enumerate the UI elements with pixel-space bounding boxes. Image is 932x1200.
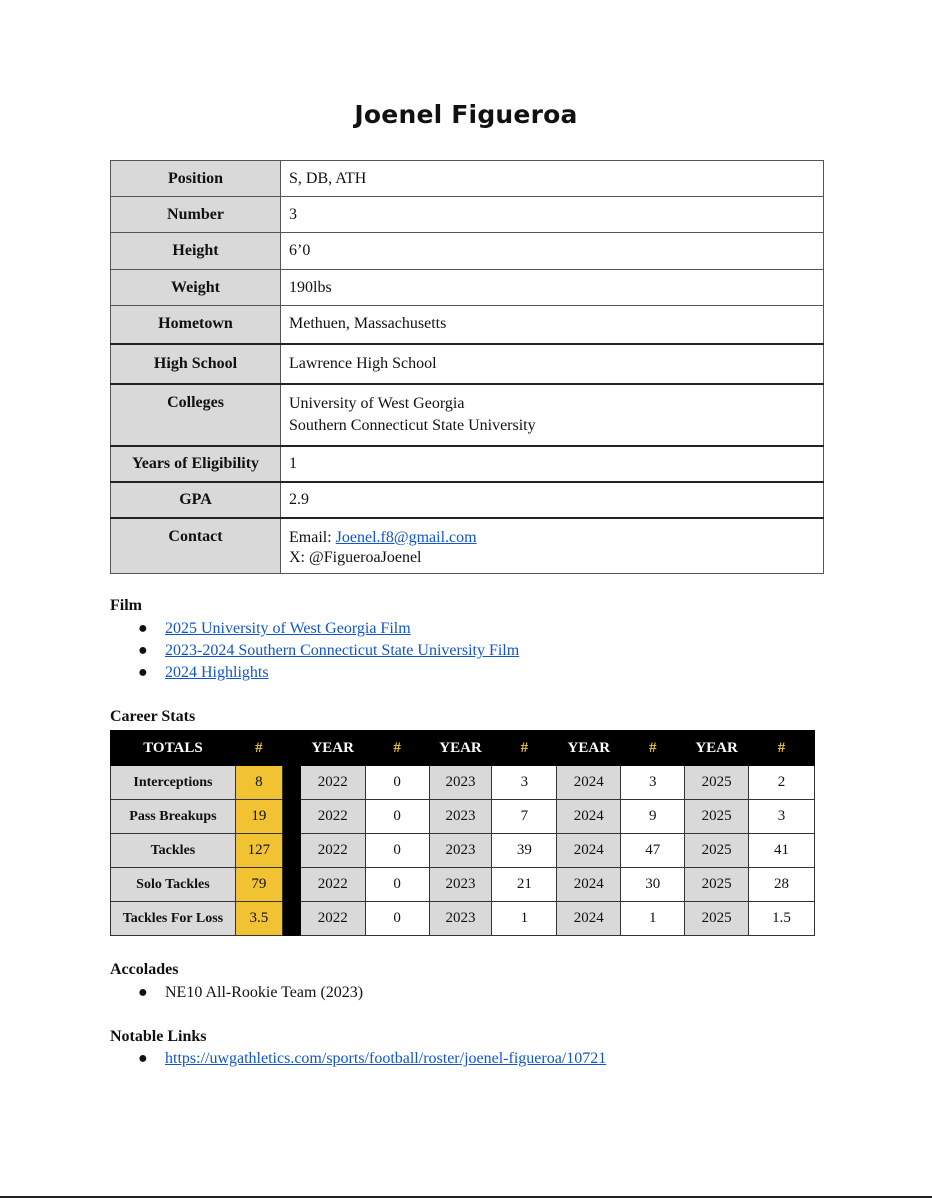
profile-row-weight <box>111 270 824 306</box>
profile-row-gpa <box>111 482 824 518</box>
career-stats-title: Career Stats <box>110 708 196 725</box>
colleges-label: Colleges <box>111 384 281 446</box>
list-item <box>138 662 519 684</box>
position-value: S, DB, ATH <box>281 161 824 197</box>
stat-gap <box>282 868 300 902</box>
stat-label: Interceptions <box>111 766 236 800</box>
stat-year: 2023 <box>429 800 492 834</box>
profile-row-number <box>111 197 824 233</box>
profile-table <box>110 160 824 574</box>
stat-total: 79 <box>235 868 282 902</box>
profile-row-contact <box>111 518 824 574</box>
stat-value: 9 <box>621 800 685 834</box>
film-link-scsu-2023-2024[interactable]: 2023-2024 Southern Connecticut State University Film <box>165 642 520 659</box>
stat-value: 1 <box>492 902 557 936</box>
stat-gap <box>282 800 300 834</box>
film-section-title: Film <box>110 597 142 614</box>
email-link[interactable]: Joenel.f8@gmail.com <box>335 528 477 546</box>
bullet-icon: ● <box>138 1050 148 1067</box>
college-item: Southern Connecticut State University <box>289 416 536 434</box>
profile-row-eligibility <box>111 446 824 482</box>
weight-value: 190lbs <box>281 270 824 306</box>
number-label: Number <box>111 197 281 233</box>
stat-value: 7 <box>492 800 557 834</box>
header-count: # <box>365 731 429 766</box>
stat-year: 2025 <box>685 902 749 936</box>
stat-year: 2025 <box>685 766 749 800</box>
hometown-value: Methuen, Massachusetts <box>281 306 824 344</box>
bullet-icon: ● <box>138 620 148 637</box>
stat-total: 8 <box>235 766 282 800</box>
stat-total: 3.5 <box>235 902 282 936</box>
profile-row-position <box>111 161 824 197</box>
profile-row-hometown <box>111 306 824 344</box>
profile-row-colleges <box>111 384 824 446</box>
eligibility-label: Years of Eligibility <box>111 446 281 482</box>
stat-label: Pass Breakups <box>111 800 236 834</box>
stat-total: 19 <box>235 800 282 834</box>
stat-value: 3 <box>492 766 557 800</box>
profile-row-high-school <box>111 344 824 384</box>
bullet-icon: ● <box>138 642 148 659</box>
stat-year: 2025 <box>685 834 749 868</box>
contact-label: Contact <box>111 518 281 574</box>
stat-value: 30 <box>621 868 685 902</box>
eligibility-value: 1 <box>281 446 824 482</box>
stat-year: 2024 <box>557 800 621 834</box>
film-link-highlights-2024[interactable]: 2024 Highlights <box>165 664 269 681</box>
high-school-label: High School <box>111 344 281 384</box>
bullet-icon: ● <box>138 984 148 1001</box>
stat-year: 2024 <box>557 868 621 902</box>
page-title: Joenel Figueroa <box>354 100 578 129</box>
height-label: Height <box>111 233 281 270</box>
stat-value: 0 <box>365 868 429 902</box>
height-value: 6’0 <box>281 233 824 270</box>
header-year: YEAR <box>557 731 621 766</box>
stat-year: 2023 <box>429 834 492 868</box>
stat-total: 127 <box>235 834 282 868</box>
stat-year: 2023 <box>429 902 492 936</box>
stat-value: 0 <box>365 902 429 936</box>
stat-value: 1.5 <box>749 902 815 936</box>
accolade-text: NE10 All-Rookie Team (2023) <box>165 984 364 1001</box>
weight-label: Weight <box>111 270 281 306</box>
stat-label: Solo Tackles <box>111 868 236 902</box>
stats-header-row <box>111 731 815 766</box>
stat-value: 0 <box>365 766 429 800</box>
list-item <box>138 640 519 662</box>
stat-label: Tackles <box>111 834 236 868</box>
high-school-value: Lawrence High School <box>281 344 824 384</box>
gpa-label: GPA <box>111 482 281 518</box>
stat-value: 3 <box>621 766 685 800</box>
stat-gap <box>282 834 300 868</box>
header-year: YEAR <box>685 731 749 766</box>
stat-year: 2023 <box>429 766 492 800</box>
email-prefix: Email: <box>289 528 336 546</box>
stat-value: 41 <box>749 834 815 868</box>
contact-value <box>281 518 824 574</box>
table-row <box>111 868 815 902</box>
hometown-label: Hometown <box>111 306 281 344</box>
stat-gap <box>282 902 300 936</box>
stat-year: 2022 <box>300 902 365 936</box>
stat-year: 2023 <box>429 868 492 902</box>
header-count: # <box>492 731 557 766</box>
stat-value: 1 <box>621 902 685 936</box>
accolades-list <box>138 982 363 1004</box>
stat-value: 28 <box>749 868 815 902</box>
stat-value: 21 <box>492 868 557 902</box>
colleges-value <box>281 384 824 446</box>
email-line <box>289 528 815 548</box>
stat-year: 2025 <box>685 800 749 834</box>
number-value: 3 <box>281 197 824 233</box>
accolades-title: Accolades <box>110 961 179 978</box>
table-row <box>111 902 815 936</box>
notable-links-list <box>138 1048 606 1070</box>
gpa-value: 2.9 <box>281 482 824 518</box>
x-handle: X: @FigueroaJoenel <box>289 548 422 566</box>
roster-link[interactable]: https://uwgathletics.com/sports/football/roster/joenel-figueroa/10721 <box>165 1050 607 1067</box>
stat-label: Tackles For Loss <box>111 902 236 936</box>
film-link-uwg-2025[interactable]: 2025 University of West Georgia Film <box>165 620 411 637</box>
list-item <box>138 1048 606 1070</box>
header-gap <box>282 731 300 766</box>
list-item <box>138 982 363 1004</box>
position-label: Position <box>111 161 281 197</box>
college-item: University of West Georgia <box>289 394 465 412</box>
stat-year: 2025 <box>685 868 749 902</box>
stat-value: 3 <box>749 800 815 834</box>
page-bottom-divider <box>0 1196 932 1198</box>
stat-year: 2022 <box>300 766 365 800</box>
header-count: # <box>749 731 815 766</box>
table-row <box>111 766 815 800</box>
header-year: YEAR <box>300 731 365 766</box>
stat-value: 2 <box>749 766 815 800</box>
header-total-count: # <box>235 731 282 766</box>
stat-gap <box>282 766 300 800</box>
table-row <box>111 800 815 834</box>
career-stats-table <box>110 730 815 936</box>
stat-year: 2022 <box>300 834 365 868</box>
table-row <box>111 834 815 868</box>
header-count: # <box>621 731 685 766</box>
notable-links-title: Notable Links <box>110 1028 207 1045</box>
profile-row-height <box>111 233 824 270</box>
header-year: YEAR <box>429 731 492 766</box>
stat-year: 2024 <box>557 902 621 936</box>
stat-value: 47 <box>621 834 685 868</box>
stat-value: 0 <box>365 834 429 868</box>
stat-year: 2024 <box>557 766 621 800</box>
stat-value: 0 <box>365 800 429 834</box>
stat-year: 2022 <box>300 800 365 834</box>
stat-year: 2022 <box>300 868 365 902</box>
stat-year: 2024 <box>557 834 621 868</box>
list-item <box>138 618 519 640</box>
film-links-list <box>138 618 519 684</box>
header-totals: TOTALS <box>111 731 236 766</box>
bullet-icon: ● <box>138 664 148 681</box>
stat-value: 39 <box>492 834 557 868</box>
